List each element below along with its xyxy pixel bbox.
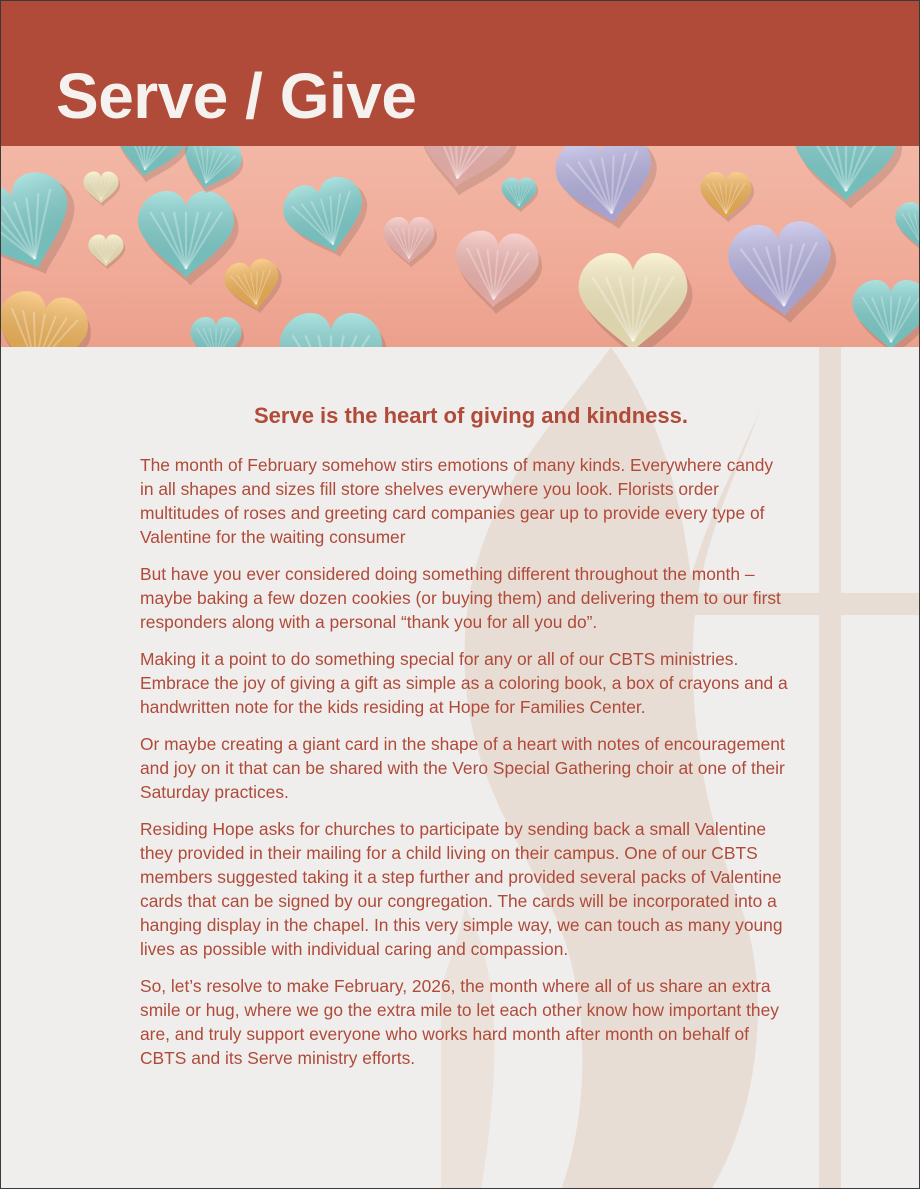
page-title: Serve / Give	[56, 60, 417, 132]
candy-heart-shape	[700, 172, 754, 222]
article-paragraph-5: Residing Hope asks for churches to participate by sending back a small Valentine they provided in their mailing for a child living on their campus. One of our CBTS members suggested taking it a step further and provided several packs of Valentine cards that can be signed by our congregation. The cards will be incorporated into a hanging display in the chapel. In this very simple way, we can touch as many young lives as possible with individual caring and compassion.	[140, 819, 783, 959]
candy-heart-shape	[726, 218, 842, 328]
candy-heart-shape	[222, 256, 287, 319]
candy-heart-shape	[451, 229, 545, 318]
header-band	[1, 1, 919, 146]
candy-heart-shape	[138, 191, 239, 286]
article-paragraph-6: So, let’s resolve to make February, 2026, the month where all of us share an extra smile or hug, where we go the extra mile to let each other know how important they are, and truly support everyone who works hard month after month on behalf of CBTS and its Serve ministry efforts.	[140, 976, 779, 1068]
candy-heart-shape	[1, 287, 97, 347]
candy-heart-shape	[88, 235, 125, 270]
candy-heart-shape	[1, 162, 94, 293]
valentine-hearts-banner	[1, 146, 919, 347]
candy-heart-shape	[280, 313, 387, 347]
article	[140, 399, 790, 1083]
candy-heart-shape	[278, 170, 379, 268]
candy-heart-shape	[108, 146, 193, 188]
candy-heart-shape	[795, 146, 902, 209]
candy-heart-shape	[190, 317, 244, 347]
article-heading: Serve is the heart of giving and kindness.	[253, 403, 688, 428]
candy-heart-shape	[83, 172, 120, 207]
article-paragraph-3: Making it a point to do something special for any or all of our CBTS ministries. Embrace the joy of giving a gift as simple as a coloring book, a box of crayons and a handwritten note for the kids residing at Hope for Families Center.	[140, 649, 788, 717]
article-paragraph-4: Or maybe creating a giant card in the shape of a heart with notes of encouragement and joy on it that can be shared with the Vero Special Gathering choir at one of their Saturday practices.	[140, 734, 785, 802]
candy-heart-shape	[895, 202, 919, 252]
candy-heart-shape	[579, 253, 693, 347]
article-paragraph-1: The month of February somehow stirs emotions of many kinds. Everywhere candy in all shapes and sizes fill store shelves everywhere you look. Florists order multitudes of roses and greeting card companies gear up to provide every type of Valentine for the waiting consumer	[140, 455, 774, 547]
candy-heart-shape	[853, 280, 919, 347]
article-paragraph-2: But have you ever considered doing something different throughout the month – maybe baking a few dozen cookies (or buying them) and delivering them to our first responders along with a personal “thank you for all you do”.	[140, 564, 781, 632]
candy-heart-shape	[551, 146, 666, 238]
candy-heart-shape	[383, 217, 437, 267]
candy-hearts-illustration	[1, 146, 919, 347]
candy-heart-shape	[501, 178, 538, 213]
